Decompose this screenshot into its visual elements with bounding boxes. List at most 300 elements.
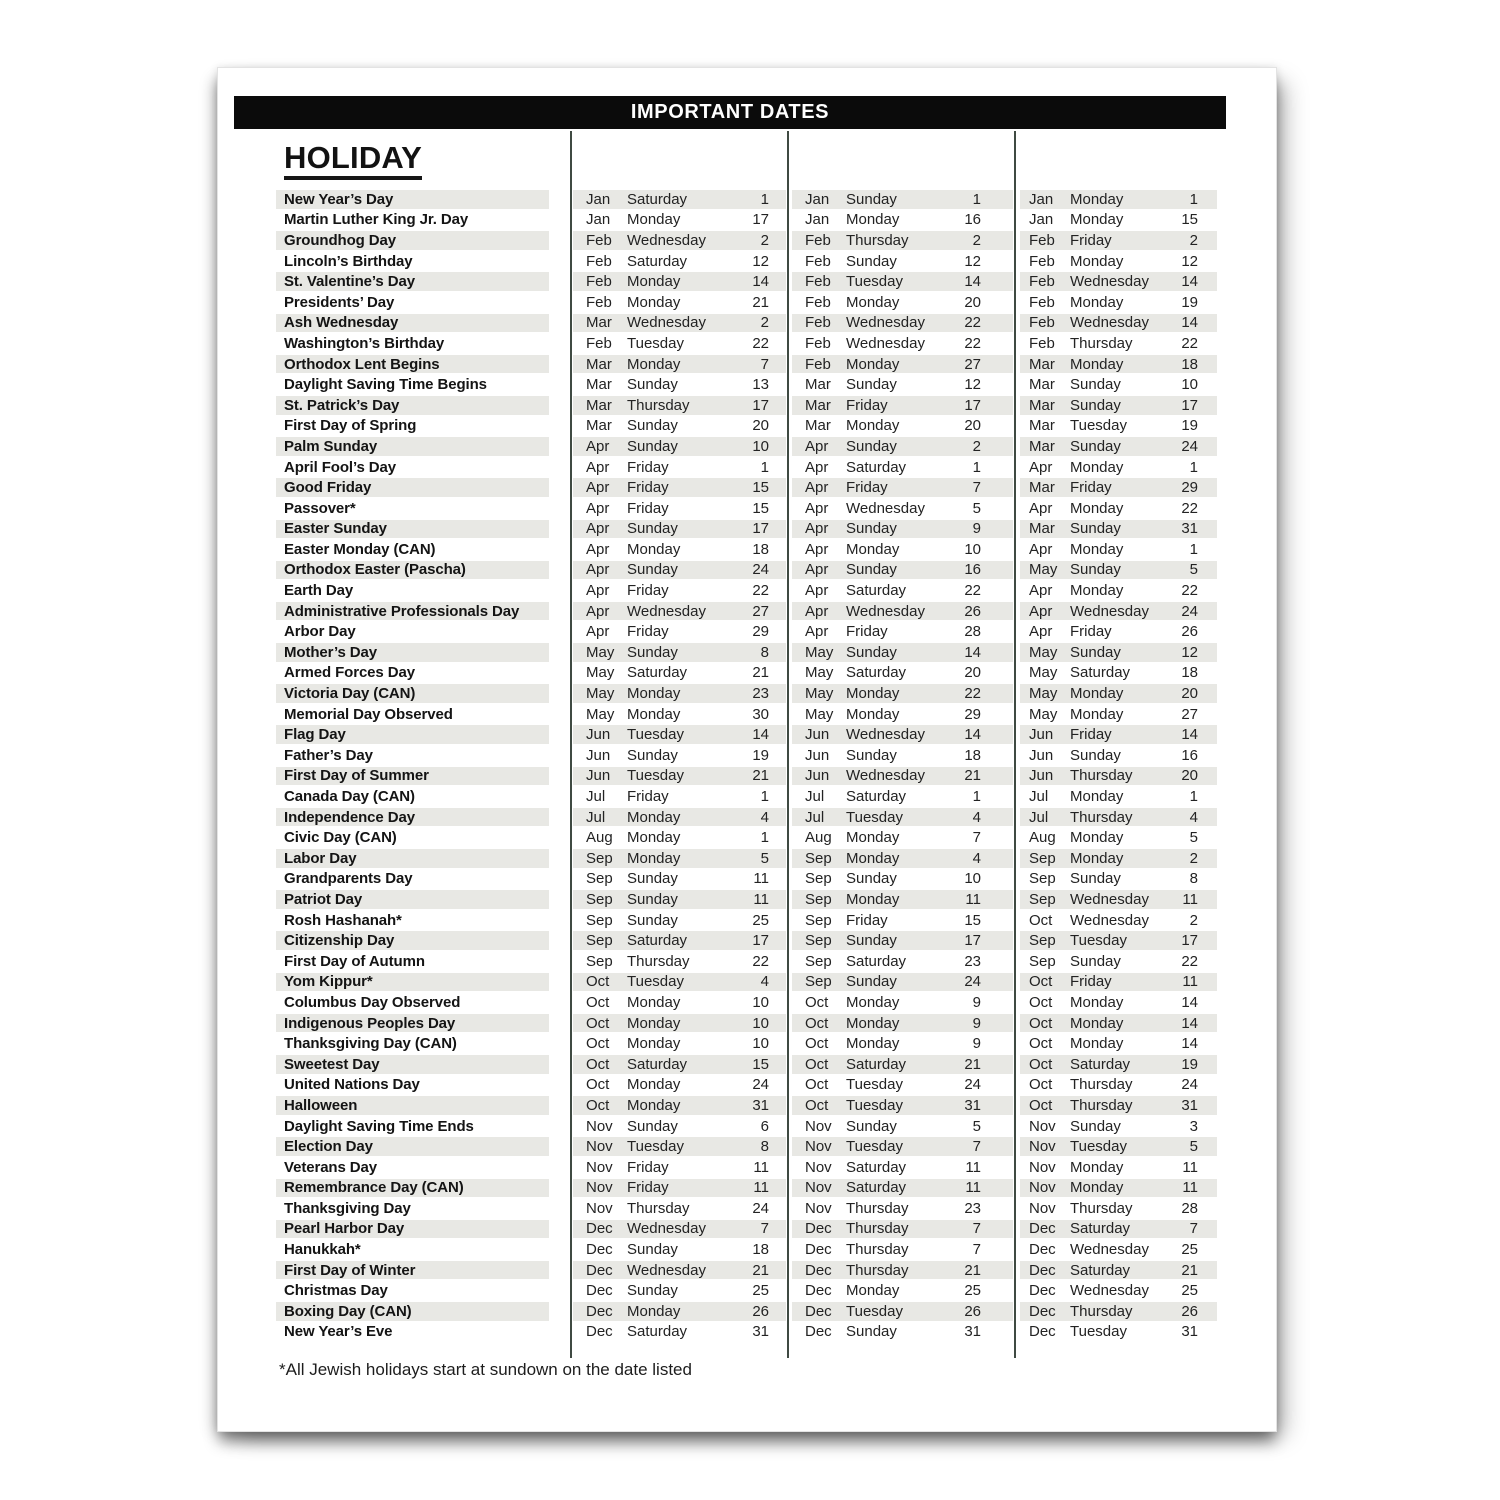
table-row <box>218 539 1276 560</box>
holiday-name-cell <box>276 252 549 271</box>
date-day: 1 <box>760 190 769 208</box>
date-group-cell <box>1020 725 1217 744</box>
date-month: Oct <box>1029 1055 1053 1073</box>
date-day: 5 <box>760 849 769 867</box>
date-weekday: Monday <box>627 808 681 826</box>
date-group-cell <box>573 437 786 456</box>
table-row <box>218 251 1276 272</box>
holiday-name: Father’s Day <box>284 746 373 764</box>
date-day: 2 <box>1189 231 1198 249</box>
date-weekday: Sunday <box>627 437 678 455</box>
date-group-cell <box>792 458 1013 477</box>
date-month: Sep <box>586 932 613 950</box>
date-month: Nov <box>1029 1117 1056 1135</box>
date-group-cell <box>792 725 1013 744</box>
date-weekday: Monday <box>846 849 900 867</box>
date-month: Feb <box>586 231 612 249</box>
date-group-cell <box>792 664 1013 683</box>
date-group-cell <box>1020 890 1217 909</box>
table-row <box>218 807 1276 828</box>
date-month: Oct <box>586 973 610 991</box>
date-group-cell <box>573 1137 786 1156</box>
date-weekday: Sunday <box>627 643 678 661</box>
date-weekday: Monday <box>627 1096 681 1114</box>
date-month: Oct <box>1029 1076 1053 1094</box>
date-month: Mar <box>805 396 831 414</box>
date-day: 23 <box>964 1199 981 1217</box>
date-month: Mar <box>1029 376 1055 394</box>
date-day: 25 <box>1181 1282 1198 1300</box>
holiday-name-cell <box>276 1199 549 1218</box>
holiday-name: New Year’s Eve <box>284 1323 393 1341</box>
holiday-name-cell <box>276 211 549 230</box>
date-month: Jan <box>805 211 830 229</box>
date-day: 22 <box>964 582 981 600</box>
date-day: 4 <box>972 808 981 826</box>
date-day: 14 <box>964 273 981 291</box>
date-day: 24 <box>1181 1076 1198 1094</box>
date-month: Dec <box>1029 1220 1056 1238</box>
table-row <box>218 1157 1276 1178</box>
date-month: May <box>586 705 615 723</box>
date-month: Jan <box>1029 211 1054 229</box>
date-month: Feb <box>1029 314 1055 332</box>
date-group-cell <box>792 334 1013 353</box>
date-weekday: Monday <box>1070 499 1124 517</box>
date-month: Dec <box>805 1302 832 1320</box>
date-day: 29 <box>964 705 981 723</box>
date-month: Feb <box>1029 273 1055 291</box>
date-month: Oct <box>805 993 829 1011</box>
date-group-cell <box>792 1137 1013 1156</box>
date-group-cell <box>792 1179 1013 1198</box>
date-day: 23 <box>964 952 981 970</box>
date-weekday: Thursday <box>627 952 690 970</box>
date-group-cell <box>1020 622 1217 641</box>
date-day: 12 <box>964 252 981 270</box>
date-group-cell <box>573 1014 786 1033</box>
date-month: Feb <box>805 231 831 249</box>
holiday-name-cell <box>276 1034 549 1053</box>
date-weekday: Thursday <box>1070 1199 1133 1217</box>
date-month: Apr <box>586 623 610 641</box>
date-weekday: Tuesday <box>1070 417 1127 435</box>
date-day: 20 <box>964 664 981 682</box>
date-group-cell <box>573 1055 786 1074</box>
date-day: 25 <box>752 911 769 929</box>
holiday-name: Daylight Saving Time Begins <box>284 376 487 394</box>
table-row <box>218 477 1276 498</box>
date-month: Jan <box>586 190 611 208</box>
date-month: Dec <box>586 1282 613 1300</box>
date-group-cell <box>792 1158 1013 1177</box>
date-weekday: Tuesday <box>846 808 903 826</box>
date-month: Apr <box>586 520 610 538</box>
date-weekday: Tuesday <box>627 973 684 991</box>
holiday-name: Sweetest Day <box>284 1055 380 1073</box>
date-group-cell <box>1020 540 1217 559</box>
date-day: 1 <box>760 458 769 476</box>
date-weekday: Monday <box>627 993 681 1011</box>
date-day: 7 <box>972 1220 981 1238</box>
table-row <box>218 1301 1276 1322</box>
date-day: 17 <box>752 520 769 538</box>
date-group-cell <box>792 1261 1013 1280</box>
date-group-cell <box>573 746 786 765</box>
date-day: 27 <box>1181 705 1198 723</box>
date-day: 1 <box>972 190 981 208</box>
date-weekday: Tuesday <box>846 273 903 291</box>
date-month: Sep <box>805 932 832 950</box>
date-month: May <box>1029 643 1058 661</box>
date-group-cell <box>792 849 1013 868</box>
date-weekday: Monday <box>627 293 681 311</box>
date-day: 18 <box>964 746 981 764</box>
holiday-name: Armed Forces Day <box>284 664 415 682</box>
date-group-cell <box>1020 705 1217 724</box>
date-day: 11 <box>753 1179 769 1197</box>
date-weekday: Monday <box>1070 685 1124 703</box>
date-group-cell <box>573 231 786 250</box>
date-month: Mar <box>1029 437 1055 455</box>
table-row <box>218 395 1276 416</box>
holiday-name-cell <box>276 1179 549 1198</box>
date-day: 20 <box>1181 685 1198 703</box>
date-day: 22 <box>752 334 769 352</box>
date-day: 8 <box>760 1138 769 1156</box>
holiday-name: First Day of Autumn <box>284 952 425 970</box>
holiday-name: Lincoln’s Birthday <box>284 252 413 270</box>
date-group-cell <box>1020 911 1217 930</box>
date-weekday: Friday <box>1070 231 1112 249</box>
holiday-name-cell <box>276 437 549 456</box>
date-weekday: Sunday <box>627 520 678 538</box>
date-day: 15 <box>752 479 769 497</box>
date-weekday: Friday <box>1070 726 1112 744</box>
date-group-cell <box>792 561 1013 580</box>
date-group-cell <box>1020 1034 1217 1053</box>
holiday-name-cell <box>276 808 549 827</box>
date-weekday: Saturday <box>846 458 907 476</box>
date-weekday: Saturday <box>627 1323 688 1341</box>
date-group-cell <box>573 1034 786 1053</box>
date-group-cell <box>573 767 786 786</box>
date-weekday: Sunday <box>846 643 897 661</box>
date-weekday: Monday <box>1070 355 1124 373</box>
date-day: 10 <box>752 437 769 455</box>
table-row <box>218 189 1276 210</box>
date-month: Feb <box>1029 252 1055 270</box>
holiday-name: Thanksgiving Day <box>284 1199 411 1217</box>
holiday-name-cell <box>276 664 549 683</box>
date-group-cell <box>792 1117 1013 1136</box>
holiday-name: Christmas Day <box>284 1282 388 1300</box>
date-group-cell <box>573 272 786 291</box>
date-group-cell <box>573 890 786 909</box>
holiday-name: Easter Monday (CAN) <box>284 540 436 558</box>
date-month: Dec <box>805 1323 832 1341</box>
date-day: 19 <box>1181 293 1198 311</box>
date-group-cell <box>1020 581 1217 600</box>
date-month: Sep <box>1029 932 1056 950</box>
date-month: Aug <box>1029 829 1056 847</box>
date-day: 2 <box>972 231 981 249</box>
date-month: Jul <box>805 808 825 826</box>
date-weekday: Sunday <box>846 376 897 394</box>
date-day: 24 <box>1181 602 1198 620</box>
date-day: 15 <box>1181 211 1198 229</box>
date-weekday: Sunday <box>627 911 678 929</box>
date-month: Apr <box>586 479 610 497</box>
date-month: Apr <box>805 602 829 620</box>
date-group-cell <box>792 1281 1013 1300</box>
holiday-name: Election Day <box>284 1138 373 1156</box>
date-group-cell <box>792 252 1013 271</box>
date-weekday: Tuesday <box>846 1096 903 1114</box>
date-month: Apr <box>1029 602 1053 620</box>
date-day: 5 <box>1189 561 1198 579</box>
date-day: 10 <box>964 870 981 888</box>
date-month: Dec <box>586 1220 613 1238</box>
date-month: Nov <box>1029 1158 1056 1176</box>
date-month: Oct <box>1029 911 1053 929</box>
date-day: 14 <box>964 726 981 744</box>
date-weekday: Saturday <box>627 664 688 682</box>
date-month: Apr <box>805 623 829 641</box>
holiday-name-cell <box>276 458 549 477</box>
holiday-name-cell <box>276 767 549 786</box>
date-day: 5 <box>1189 1138 1198 1156</box>
date-month: Dec <box>586 1241 613 1259</box>
table-row <box>218 210 1276 231</box>
date-month: Jun <box>1029 746 1054 764</box>
date-month: Jan <box>586 211 611 229</box>
date-day: 22 <box>1181 952 1198 970</box>
table-row <box>218 642 1276 663</box>
date-month: Nov <box>805 1158 832 1176</box>
holiday-table <box>218 189 1276 1342</box>
date-month: Feb <box>805 293 831 311</box>
date-weekday: Wednesday <box>1070 890 1149 908</box>
date-group-cell <box>1020 396 1217 415</box>
date-group-cell <box>573 1261 786 1280</box>
date-month: Oct <box>1029 1035 1053 1053</box>
date-weekday: Thursday <box>627 396 690 414</box>
date-day: 11 <box>753 890 769 908</box>
date-month: Apr <box>805 582 829 600</box>
date-day: 9 <box>972 1014 981 1032</box>
date-weekday: Saturday <box>846 582 907 600</box>
date-month: Oct <box>805 1014 829 1032</box>
date-day: 9 <box>972 993 981 1011</box>
date-month: Feb <box>805 314 831 332</box>
holiday-name: Independence Day <box>284 808 415 826</box>
date-day: 24 <box>964 1076 981 1094</box>
date-weekday: Monday <box>846 685 900 703</box>
date-group-cell <box>573 458 786 477</box>
date-day: 24 <box>752 561 769 579</box>
holiday-name: Pearl Harbor Day <box>284 1220 405 1238</box>
date-month: Nov <box>1029 1138 1056 1156</box>
date-group-cell <box>792 375 1013 394</box>
date-month: Sep <box>805 870 832 888</box>
date-weekday: Sunday <box>846 520 897 538</box>
date-group-cell <box>792 1240 1013 1259</box>
date-group-cell <box>1020 993 1217 1012</box>
date-month: May <box>805 643 834 661</box>
holiday-name-cell <box>276 581 549 600</box>
date-weekday: Wednesday <box>1070 273 1149 291</box>
date-day: 1 <box>972 788 981 806</box>
date-group-cell <box>792 643 1013 662</box>
date-day: 26 <box>964 602 981 620</box>
table-row <box>218 972 1276 993</box>
date-group-cell <box>792 973 1013 992</box>
date-group-cell <box>573 911 786 930</box>
table-row <box>218 313 1276 334</box>
date-group-cell <box>792 1014 1013 1033</box>
date-month: Feb <box>1029 334 1055 352</box>
date-month: Sep <box>805 911 832 929</box>
date-weekday: Friday <box>1070 479 1112 497</box>
date-day: 26 <box>752 1302 769 1320</box>
holiday-name: New Year’s Day <box>284 190 394 208</box>
date-month: Sep <box>586 870 613 888</box>
holiday-name: First Day of Summer <box>284 767 429 785</box>
date-weekday: Saturday <box>627 932 688 950</box>
date-month: Jun <box>586 726 611 744</box>
date-day: 31 <box>752 1323 769 1341</box>
date-weekday: Friday <box>627 623 669 641</box>
date-weekday: Sunday <box>1070 952 1121 970</box>
date-day: 17 <box>964 932 981 950</box>
date-weekday: Thursday <box>846 231 909 249</box>
table-row <box>218 230 1276 251</box>
date-group-cell <box>1020 231 1217 250</box>
date-day: 24 <box>1181 437 1198 455</box>
date-month: Mar <box>586 376 612 394</box>
date-weekday: Monday <box>1070 993 1124 1011</box>
date-day: 22 <box>752 952 769 970</box>
date-day: 17 <box>752 211 769 229</box>
holiday-name: Arbor Day <box>284 623 356 641</box>
holiday-name-cell <box>276 396 549 415</box>
date-weekday: Sunday <box>846 1117 897 1135</box>
date-month: Oct <box>586 1055 610 1073</box>
date-month: Oct <box>586 1076 610 1094</box>
table-row <box>218 827 1276 848</box>
date-group-cell <box>1020 478 1217 497</box>
date-day: 14 <box>1181 1014 1198 1032</box>
date-weekday: Monday <box>627 705 681 723</box>
holiday-name: Indigenous Peoples Day <box>284 1014 456 1032</box>
date-day: 20 <box>1181 767 1198 785</box>
date-day: 14 <box>752 726 769 744</box>
date-group-cell <box>792 808 1013 827</box>
date-weekday: Sunday <box>846 746 897 764</box>
date-weekday: Saturday <box>1070 1220 1131 1238</box>
date-weekday: Sunday <box>1070 1117 1121 1135</box>
holiday-name-cell <box>276 190 549 209</box>
date-weekday: Saturday <box>846 952 907 970</box>
date-group-cell <box>792 1220 1013 1239</box>
date-group-cell <box>573 1302 786 1321</box>
date-day: 1 <box>760 788 769 806</box>
date-day: 14 <box>1181 993 1198 1011</box>
date-month: Sep <box>1029 849 1056 867</box>
date-day: 31 <box>752 1096 769 1114</box>
date-weekday: Monday <box>846 993 900 1011</box>
date-month: Dec <box>805 1241 832 1259</box>
date-weekday: Tuesday <box>627 767 684 785</box>
date-group-cell <box>1020 1014 1217 1033</box>
date-day: 29 <box>752 623 769 641</box>
date-month: Jan <box>1029 190 1054 208</box>
date-weekday: Wednesday <box>846 767 925 785</box>
date-group-cell <box>573 396 786 415</box>
date-weekday: Wednesday <box>1070 314 1149 332</box>
holiday-name-cell <box>276 911 549 930</box>
date-day: 14 <box>1181 1035 1198 1053</box>
date-weekday: Tuesday <box>846 1076 903 1094</box>
date-group-cell <box>1020 211 1217 230</box>
date-weekday: Sunday <box>846 252 897 270</box>
date-group-cell <box>573 931 786 950</box>
date-weekday: Wednesday <box>846 334 925 352</box>
date-month: Oct <box>586 1014 610 1032</box>
date-weekday: Friday <box>627 788 669 806</box>
date-weekday: Sunday <box>627 1282 678 1300</box>
holiday-name-cell <box>276 1220 549 1239</box>
date-group-cell <box>573 787 786 806</box>
date-weekday: Thursday <box>846 1261 909 1279</box>
holiday-name-cell <box>276 684 549 703</box>
date-month: Jul <box>1029 788 1049 806</box>
date-group-cell <box>573 499 786 518</box>
date-month: Apr <box>805 437 829 455</box>
table-row <box>218 745 1276 766</box>
date-group-cell <box>1020 1179 1217 1198</box>
holiday-name-cell <box>276 355 549 374</box>
date-day: 15 <box>752 1055 769 1073</box>
table-row <box>218 1219 1276 1240</box>
date-weekday: Monday <box>1070 458 1124 476</box>
date-weekday: Monday <box>627 355 681 373</box>
date-month: May <box>586 664 615 682</box>
date-month: Feb <box>1029 231 1055 249</box>
date-day: 11 <box>1182 1158 1198 1176</box>
date-day: 22 <box>964 314 981 332</box>
date-day: 29 <box>1181 479 1198 497</box>
date-month: Mar <box>1029 355 1055 373</box>
date-month: Nov <box>805 1117 832 1135</box>
date-day: 11 <box>753 870 769 888</box>
table-row <box>218 498 1276 519</box>
date-weekday: Monday <box>846 355 900 373</box>
date-group-cell <box>792 1096 1013 1115</box>
date-group-cell <box>573 355 786 374</box>
table-row <box>218 1116 1276 1137</box>
date-day: 21 <box>752 767 769 785</box>
date-group-cell <box>573 684 786 703</box>
date-group-cell <box>573 1323 786 1342</box>
holiday-name-cell <box>276 540 549 559</box>
date-weekday: Friday <box>627 582 669 600</box>
holiday-name: First Day of Winter <box>284 1261 416 1279</box>
date-day: 23 <box>752 685 769 703</box>
holiday-name-cell <box>276 1014 549 1033</box>
date-day: 11 <box>965 1179 981 1197</box>
